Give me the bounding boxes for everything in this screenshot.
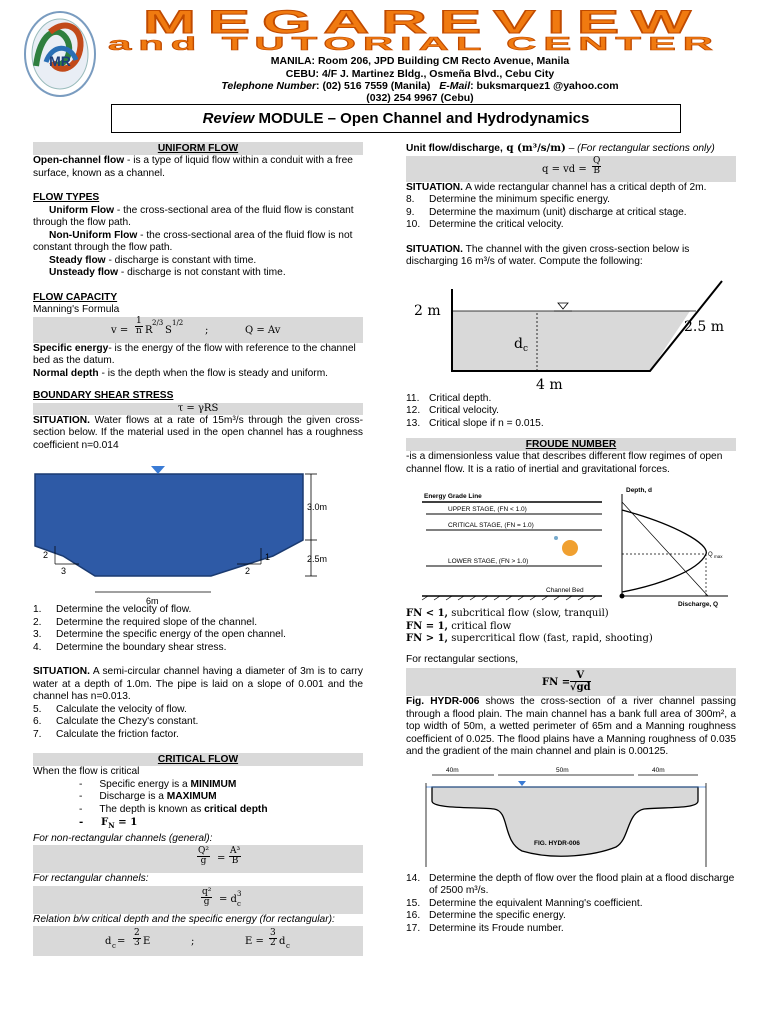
semicircle-question — [33, 704, 363, 717]
se-term: Specific energy — [33, 342, 109, 354]
slope-right-2: 2 — [245, 566, 251, 576]
address-cebu: CEBU: 4/F J. Martinez Bldg., Osmeña Blvd., Cebu City — [285, 68, 555, 80]
froude-def: -is a dimensionless value that describes different flow regimes of open channel flow. It is a ratio of inertial and gravitational forces. — [406, 451, 723, 475]
question-number: 4. — [33, 641, 42, 653]
question-text: Determine the minimum specific energy. — [429, 194, 610, 205]
question-text: Determine the boundary shear stress. — [56, 641, 227, 653]
crit-3a: The depth is known as — [99, 803, 205, 815]
unit-flow-sym: q (m³/s/m) — [502, 142, 566, 154]
critical-channel-figure — [406, 275, 736, 393]
question-text: Determine the required slope of the channel. — [56, 616, 258, 628]
rel1-frac — [133, 929, 141, 948]
sit2-text: A semi-circular channel having a diameter of 3m is to carry water at a depth of 1.0m. The pipe is laid on a slope of 0.001 and the channel has n=0.013. — [33, 666, 363, 702]
fn-subcritical — [406, 608, 736, 621]
question-text: Critical velocity. — [429, 405, 500, 416]
floodplain-question — [406, 873, 736, 898]
q-av: Q = Av — [245, 324, 281, 336]
email-value: : buksmarquez1 @yahoo.com — [470, 80, 619, 92]
qmax-sub: max — [714, 554, 723, 559]
fn-lhs: FN = — [542, 677, 571, 688]
question-number: 9. — [406, 206, 415, 218]
left-column — [33, 142, 363, 956]
lower-stage: LOWER STAGE, (FN > 1.0) — [448, 558, 529, 565]
sit3-para — [406, 182, 736, 195]
usf-def: - discharge is not constant with time. — [118, 267, 286, 278]
crit-2a: Discharge is a — [99, 791, 167, 802]
question-text: Calculate the friction factor. — [56, 728, 179, 740]
manning-num: 1 — [136, 315, 142, 326]
crit-2b: MAXIMUM — [166, 791, 217, 802]
manning-den: n — [135, 325, 142, 336]
question-number: 17. — [406, 922, 421, 934]
se-def: - is the energy of the flow with reference to the channel bed as the datum. — [33, 342, 356, 366]
manning-r: R — [145, 324, 153, 336]
fn1b: subcritical flow (slow, tranquil) — [448, 608, 609, 619]
hydr-para — [406, 696, 736, 759]
fig2-side: 2.5 m — [684, 318, 724, 335]
uf-para — [33, 205, 363, 230]
unit-flow-note: – (For rectangular sections only) — [565, 143, 715, 154]
floodplain-question — [406, 923, 736, 936]
nonrect-rb: B — [231, 856, 239, 867]
froude-heading: FROUDE NUMBER — [406, 438, 736, 451]
qmax-label: Q — [708, 552, 713, 558]
manning-sep: ; — [205, 324, 209, 336]
unit-flow-label: Unit flow/discharge, — [406, 143, 503, 154]
right-column — [406, 142, 736, 935]
rel2-bot: 2 — [270, 938, 276, 949]
depth-axis: Depth, d — [626, 487, 652, 494]
dim-25m: 2.5m — [307, 554, 328, 564]
flow-types-heading: FLOW TYPES — [33, 192, 100, 203]
unit-flow-line — [406, 142, 736, 156]
nuf-para — [33, 230, 363, 255]
question-text: Determine the maximum (unit) discharge at critical stage. — [429, 206, 687, 218]
rect-equation — [33, 886, 363, 914]
rel2-sub: c — [286, 942, 290, 951]
usf-term: Unsteady flow — [49, 267, 119, 278]
tel-label: Telephone Number — [221, 80, 317, 92]
fig4-caption: FIG. HYDR-006 — [534, 839, 580, 847]
crit-4b: N — [108, 821, 115, 831]
brand-title: MEGAREVIEW — [143, 6, 703, 40]
sit4-label: SITUATION. — [406, 243, 463, 255]
hydr-fig-ref: Fig. HYDR-006 — [406, 696, 480, 707]
semicircle-question — [33, 716, 363, 729]
question-text: Determine the velocity of flow. — [56, 604, 192, 615]
nonrect-label: For non-rectangular channels (general): — [33, 832, 213, 844]
slope-left-3: 3 — [61, 566, 67, 576]
fn-critical — [406, 621, 736, 634]
hydr-text: shows the cross-section of a river channel passing through a flood plain. The main channel has a bank full area of 300m², a top width of 50m, a wetted perimeter of 65m and a Manning roughness coefficient of 0.025. The flood plains have a Manning roughness of 0.035 and the gradient of the main channel and plain is 0.00125. — [406, 696, 736, 757]
nonrect-lb: g — [200, 856, 207, 867]
crit-item-1: - Specific energy is a MINIMUM — [79, 778, 237, 790]
question-text: Determine the specific energy of the open channel. — [56, 629, 286, 640]
channel-bed: Channel Bed — [546, 587, 584, 594]
dim-6m: 6m — [146, 596, 159, 604]
rel1-lhs: d — [105, 936, 112, 948]
q-top: Q — [593, 155, 601, 166]
rect-top: q² — [202, 886, 212, 897]
question-number: 15. — [406, 897, 421, 909]
question-number: 2. — [33, 616, 42, 628]
floodplain-figure — [406, 763, 736, 873]
froude-equation — [406, 668, 736, 696]
uniform-question — [33, 617, 363, 630]
wide-rect-question — [406, 207, 736, 220]
fn3a: FN > 1, — [406, 633, 449, 644]
relation-equation — [33, 926, 363, 956]
specific-energy-figure — [406, 484, 736, 608]
upper-stage: UPPER STAGE, (FN < 1.0) — [448, 506, 527, 513]
uniform-question — [33, 604, 363, 617]
q-frac — [592, 157, 601, 176]
question-number: 1. — [33, 604, 42, 615]
wide-rect-question — [406, 219, 736, 232]
sit2-para — [33, 666, 363, 704]
sit3-label: SITUATION. — [406, 181, 463, 193]
brand-banner — [108, 6, 758, 52]
fn1a: FN < 1, — [406, 608, 449, 619]
uniform-question — [33, 642, 363, 655]
rel1-e: E — [143, 936, 151, 948]
fig2-height: 2 m — [414, 302, 441, 319]
rect-label: For rectangular channels: — [33, 873, 149, 885]
rel2-lhs: E = — [245, 936, 264, 948]
uf-term: Uniform Flow — [49, 204, 115, 216]
se-para — [33, 343, 363, 368]
bss-heading: BOUNDARY SHEAR STRESS — [33, 390, 174, 401]
title-italic: Review — [202, 110, 255, 127]
critical-flow-heading: CRITICAL FLOW — [33, 753, 363, 766]
nd-def: - is the depth when the flow is steady and uniform. — [98, 367, 329, 379]
critical-channel-question — [406, 393, 736, 406]
rel2-frac — [269, 929, 277, 948]
crit-item-4: - $F_N = 1$ — [79, 816, 138, 831]
usf-para — [33, 267, 363, 280]
question-number: 6. — [33, 716, 42, 727]
manning-frac — [135, 317, 143, 336]
manning-equation — [33, 317, 363, 343]
nonrect-rhs — [229, 847, 241, 866]
sit1-text: Water flows at a rate of 15m³/s through the given cross-section below. If the material used in the open channel has a roughness coefficient n=0.014 — [33, 414, 363, 451]
for-rect-sections: For rectangular sections, — [406, 653, 519, 665]
mannings-label: Manning's Formula — [33, 304, 120, 315]
sit1-label: SITUATION. — [33, 414, 90, 426]
floodplain-question — [406, 910, 736, 923]
nd-term: Normal depth — [33, 367, 99, 379]
rel1-bot: 3 — [134, 938, 140, 949]
page-title — [111, 104, 681, 133]
question-number: 13. — [406, 417, 421, 429]
title-rest: MODULE – Open Channel and Hydrodynamics — [254, 110, 590, 127]
svg-text:MR: MR — [49, 53, 71, 69]
q-equation — [406, 156, 736, 182]
rect-bot: g — [203, 896, 210, 907]
fn2b: critical flow — [448, 620, 512, 632]
question-number: 12. — [406, 405, 421, 416]
fn-supercritical — [406, 633, 736, 646]
question-number: 8. — [406, 194, 415, 205]
floodplain-question — [406, 898, 736, 911]
question-number: 14. — [406, 872, 421, 884]
question-text: Determine the specific energy. — [429, 910, 566, 921]
rel1-sub: c — [112, 942, 116, 951]
brand-subtitle: and TUTORIAL CENTER — [108, 34, 720, 52]
question-text: Critical slope if n = 0.015. — [429, 417, 544, 429]
uniform-flow-heading: UNIFORM FLOW — [33, 142, 363, 155]
crit-3b: critical depth — [204, 803, 268, 815]
slope-left-2: 2 — [43, 550, 49, 560]
fn2a: FN = 1, — [406, 620, 449, 632]
fig2-dc: d — [514, 335, 523, 352]
fig2-dc-sub: c — [523, 343, 529, 354]
manning-s: S — [165, 324, 172, 336]
nuf-term: Non-Uniform Flow — [49, 229, 138, 241]
question-number: 3. — [33, 629, 42, 640]
sit1-para — [33, 415, 363, 453]
email-label: E-Mail — [439, 80, 471, 92]
rel2-top: 3 — [270, 928, 276, 939]
fish-icon — [562, 540, 578, 556]
rel-sep: ; — [191, 936, 195, 948]
sit4-text: The channel with the given cross-section below is discharging 16 m³/s of water. Compute the following: — [406, 243, 690, 267]
nonrect-lhs — [197, 847, 210, 866]
question-number: 5. — [33, 703, 42, 715]
when-critical: When the flow is critical — [33, 766, 140, 777]
question-number: 11. — [406, 392, 420, 404]
phone-cebu: (032) 254 9967 (Cebu) — [366, 92, 474, 104]
critical-channel-question — [406, 418, 736, 431]
tau-equation: τ = γRS — [33, 403, 363, 415]
questions-11-13 — [406, 393, 736, 431]
channel-section — [35, 474, 303, 576]
sit2-label: SITUATION. — [33, 666, 90, 677]
question-text: Determine the depth of flow over the flood plain at a flood discharge of 2500 m³/s. — [429, 872, 735, 896]
dim-3m: 3.0m — [307, 502, 328, 512]
nonrect-equation: $\frac{\text{Q²}}{g}$ = $\frac{\text{A³}}{B}$ — [33, 845, 363, 873]
egl-label: Energy Grade Line — [424, 493, 482, 500]
fig2-base: 4 m — [536, 376, 563, 393]
uniform-question — [33, 629, 363, 642]
froude-regimes — [406, 608, 736, 646]
q-bot: B — [593, 165, 600, 176]
slope-right-1: 1 — [265, 552, 271, 562]
fn-bot: √gd — [570, 682, 591, 693]
question-number: 16. — [406, 910, 421, 921]
sit3-text: A wide rectangular channel has a critical depth of 2m. — [462, 181, 707, 193]
critical-items — [33, 779, 363, 833]
rel1-eq: = — [117, 936, 126, 948]
ocf-term: Open-channel flow — [33, 155, 125, 166]
question-text: Calculate the velocity of flow. — [56, 703, 187, 715]
floodplain-w3: 40m — [652, 766, 665, 774]
tel-value: : (02) 516 7559 (Manila) — [316, 80, 431, 92]
ocf-def: - is a type of liquid flow within a conduit with a free surface, known as a channel. — [33, 155, 353, 179]
crit-1a: Specific energy is a — [99, 778, 191, 790]
discharge-axis: Discharge, Q — [678, 601, 719, 608]
questions-14-17 — [406, 873, 736, 936]
manning-exp1: 2/3 — [152, 318, 164, 327]
rect-sup: 3 — [237, 889, 242, 898]
fn-top: V — [570, 670, 591, 682]
rel1-top: 2 — [134, 928, 140, 939]
rel2-d: d — [279, 936, 286, 948]
rect-sub: c — [237, 899, 241, 908]
nuf-def: - the cross-sectional area of the fluid flow is not constant through the flow path. — [33, 229, 353, 253]
manning-exp2: 1/2 — [172, 318, 184, 327]
sf-def: - discharge is constant with time. — [105, 254, 257, 266]
sf-term: Steady flow — [49, 254, 106, 266]
floodplain-w1: 40m — [446, 766, 459, 774]
question-text: Critical depth. — [429, 392, 492, 404]
water-level-icon — [558, 303, 568, 309]
nd-para — [33, 368, 363, 381]
rect-frac — [201, 888, 212, 907]
question-text: Determine the critical velocity. — [429, 219, 564, 230]
capacity-heading: FLOW CAPACITY — [33, 291, 118, 303]
relation-label: Relation b/w critical depth and the specific energy (for rectangular): — [33, 913, 335, 925]
nonrect-rt: A³ — [230, 846, 241, 857]
ocf-para — [33, 155, 363, 180]
uf-def: - the cross-sectional area of the fluid flow is constant through the flow path. — [33, 204, 354, 228]
sit4-para — [406, 244, 736, 269]
nonrect-lt: Q² — [198, 846, 209, 857]
water-surface-icon — [151, 466, 165, 474]
question-number: 10. — [406, 219, 421, 230]
question-text: Calculate the Chezy's constant. — [56, 716, 199, 727]
question-number: 7. — [33, 728, 42, 740]
logo — [22, 4, 100, 100]
fn-frac — [570, 670, 591, 693]
water-level-marker — [518, 781, 526, 786]
sf-para — [33, 255, 363, 268]
question-text: Determine its Froude number. — [429, 922, 564, 934]
wide-rect-question — [406, 194, 736, 207]
crit-1b: MINIMUM — [190, 778, 237, 790]
trapezoid-figure — [33, 452, 363, 604]
manning-v: v = — [111, 324, 129, 336]
questions-5-7 — [33, 704, 363, 742]
crit-item-3: - The depth is known as critical depth — [79, 803, 268, 815]
semicircle-question — [33, 729, 363, 742]
rect-rhs: = d — [219, 893, 237, 905]
critical-stage: CRITICAL STAGE, (FN = 1.0) — [448, 522, 534, 529]
crit-4a: F — [100, 816, 109, 828]
water-area — [452, 311, 690, 371]
crit-item-2: - Discharge is a MAXIMUM — [79, 791, 217, 802]
fn3b: supercritical flow (fast, rapid, shooting) — [448, 633, 653, 644]
questions-1-4 — [33, 604, 363, 654]
crit-4c: = 1 — [114, 816, 138, 828]
critical-channel-question — [406, 405, 736, 418]
address-manila: MANILA: Room 206, JPD Building CM Recto Avenue, Manila — [270, 55, 570, 67]
q-lhs: q = vd = — [542, 163, 587, 175]
questions-8-10 — [406, 194, 736, 232]
question-text: Determine the equivalent Manning's coefficient. — [429, 897, 643, 909]
channel-w2: 50m — [556, 766, 569, 774]
